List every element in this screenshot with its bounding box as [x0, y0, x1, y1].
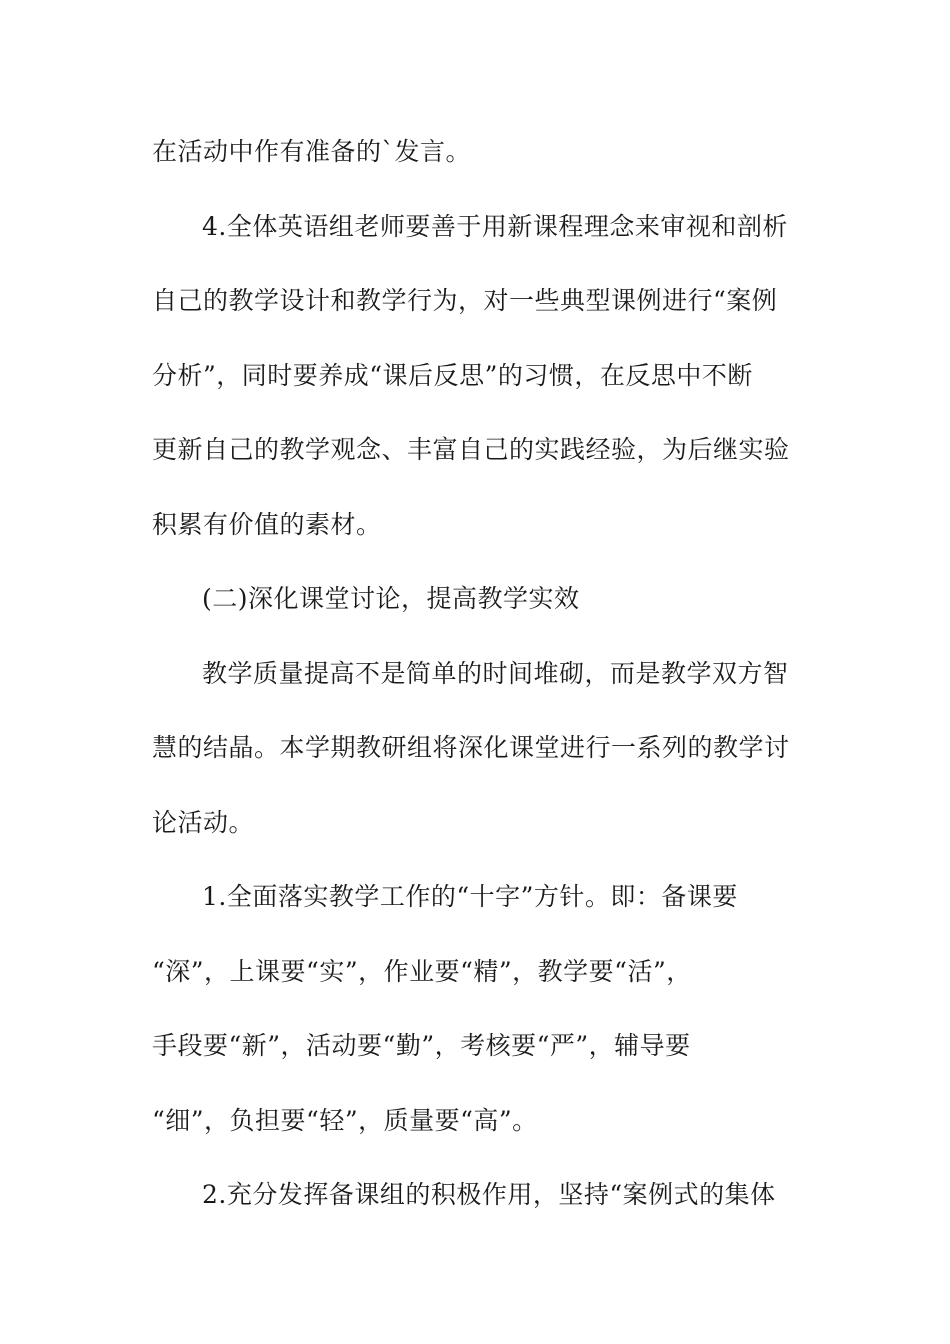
section-heading: (二)深化课堂讨论，提高教学实效 [202, 584, 580, 613]
text-line: “细”，负担要“轻”，质量要“高”。 [152, 1106, 538, 1135]
text-line: 更新自己的教学观念、丰富自己的实践经验，为后继实验 [152, 435, 790, 464]
text-line: 教学质量提高不是简单的时间堆砌，而是教学双方智 [202, 659, 789, 688]
text-line: 论活动。 [152, 808, 255, 837]
text-line: 慧的结晶。本学期教研组将深化课堂进行一系列的教学讨 [152, 733, 790, 762]
text-line: 自己的教学设计和教学行为，对一些典型课例进行“案例 [152, 286, 778, 315]
text-line: 4.全体英语组老师要善于用新课程理念来审视和剖析 [202, 212, 788, 241]
text-line: 分析”，同时要养成“课后反思”的习惯，在反思中不断 [152, 361, 753, 390]
text-line: 2.充分发挥备课组的积极作用，坚持“案例式的集体 [202, 1180, 776, 1209]
text-line: 积累有价值的素材。 [152, 510, 382, 539]
text-line: “深”，上课要“实”，作业要“精”，教学要“活”， [152, 957, 692, 986]
text-line: 在活动中作有准备的`发言。 [152, 137, 472, 166]
text-line: 手段要“新”，活动要“勤”，考核要“严”，辅导要 [152, 1031, 691, 1060]
text-line: 1.全面落实教学工作的“十字”方针。即：备课要 [202, 882, 738, 911]
